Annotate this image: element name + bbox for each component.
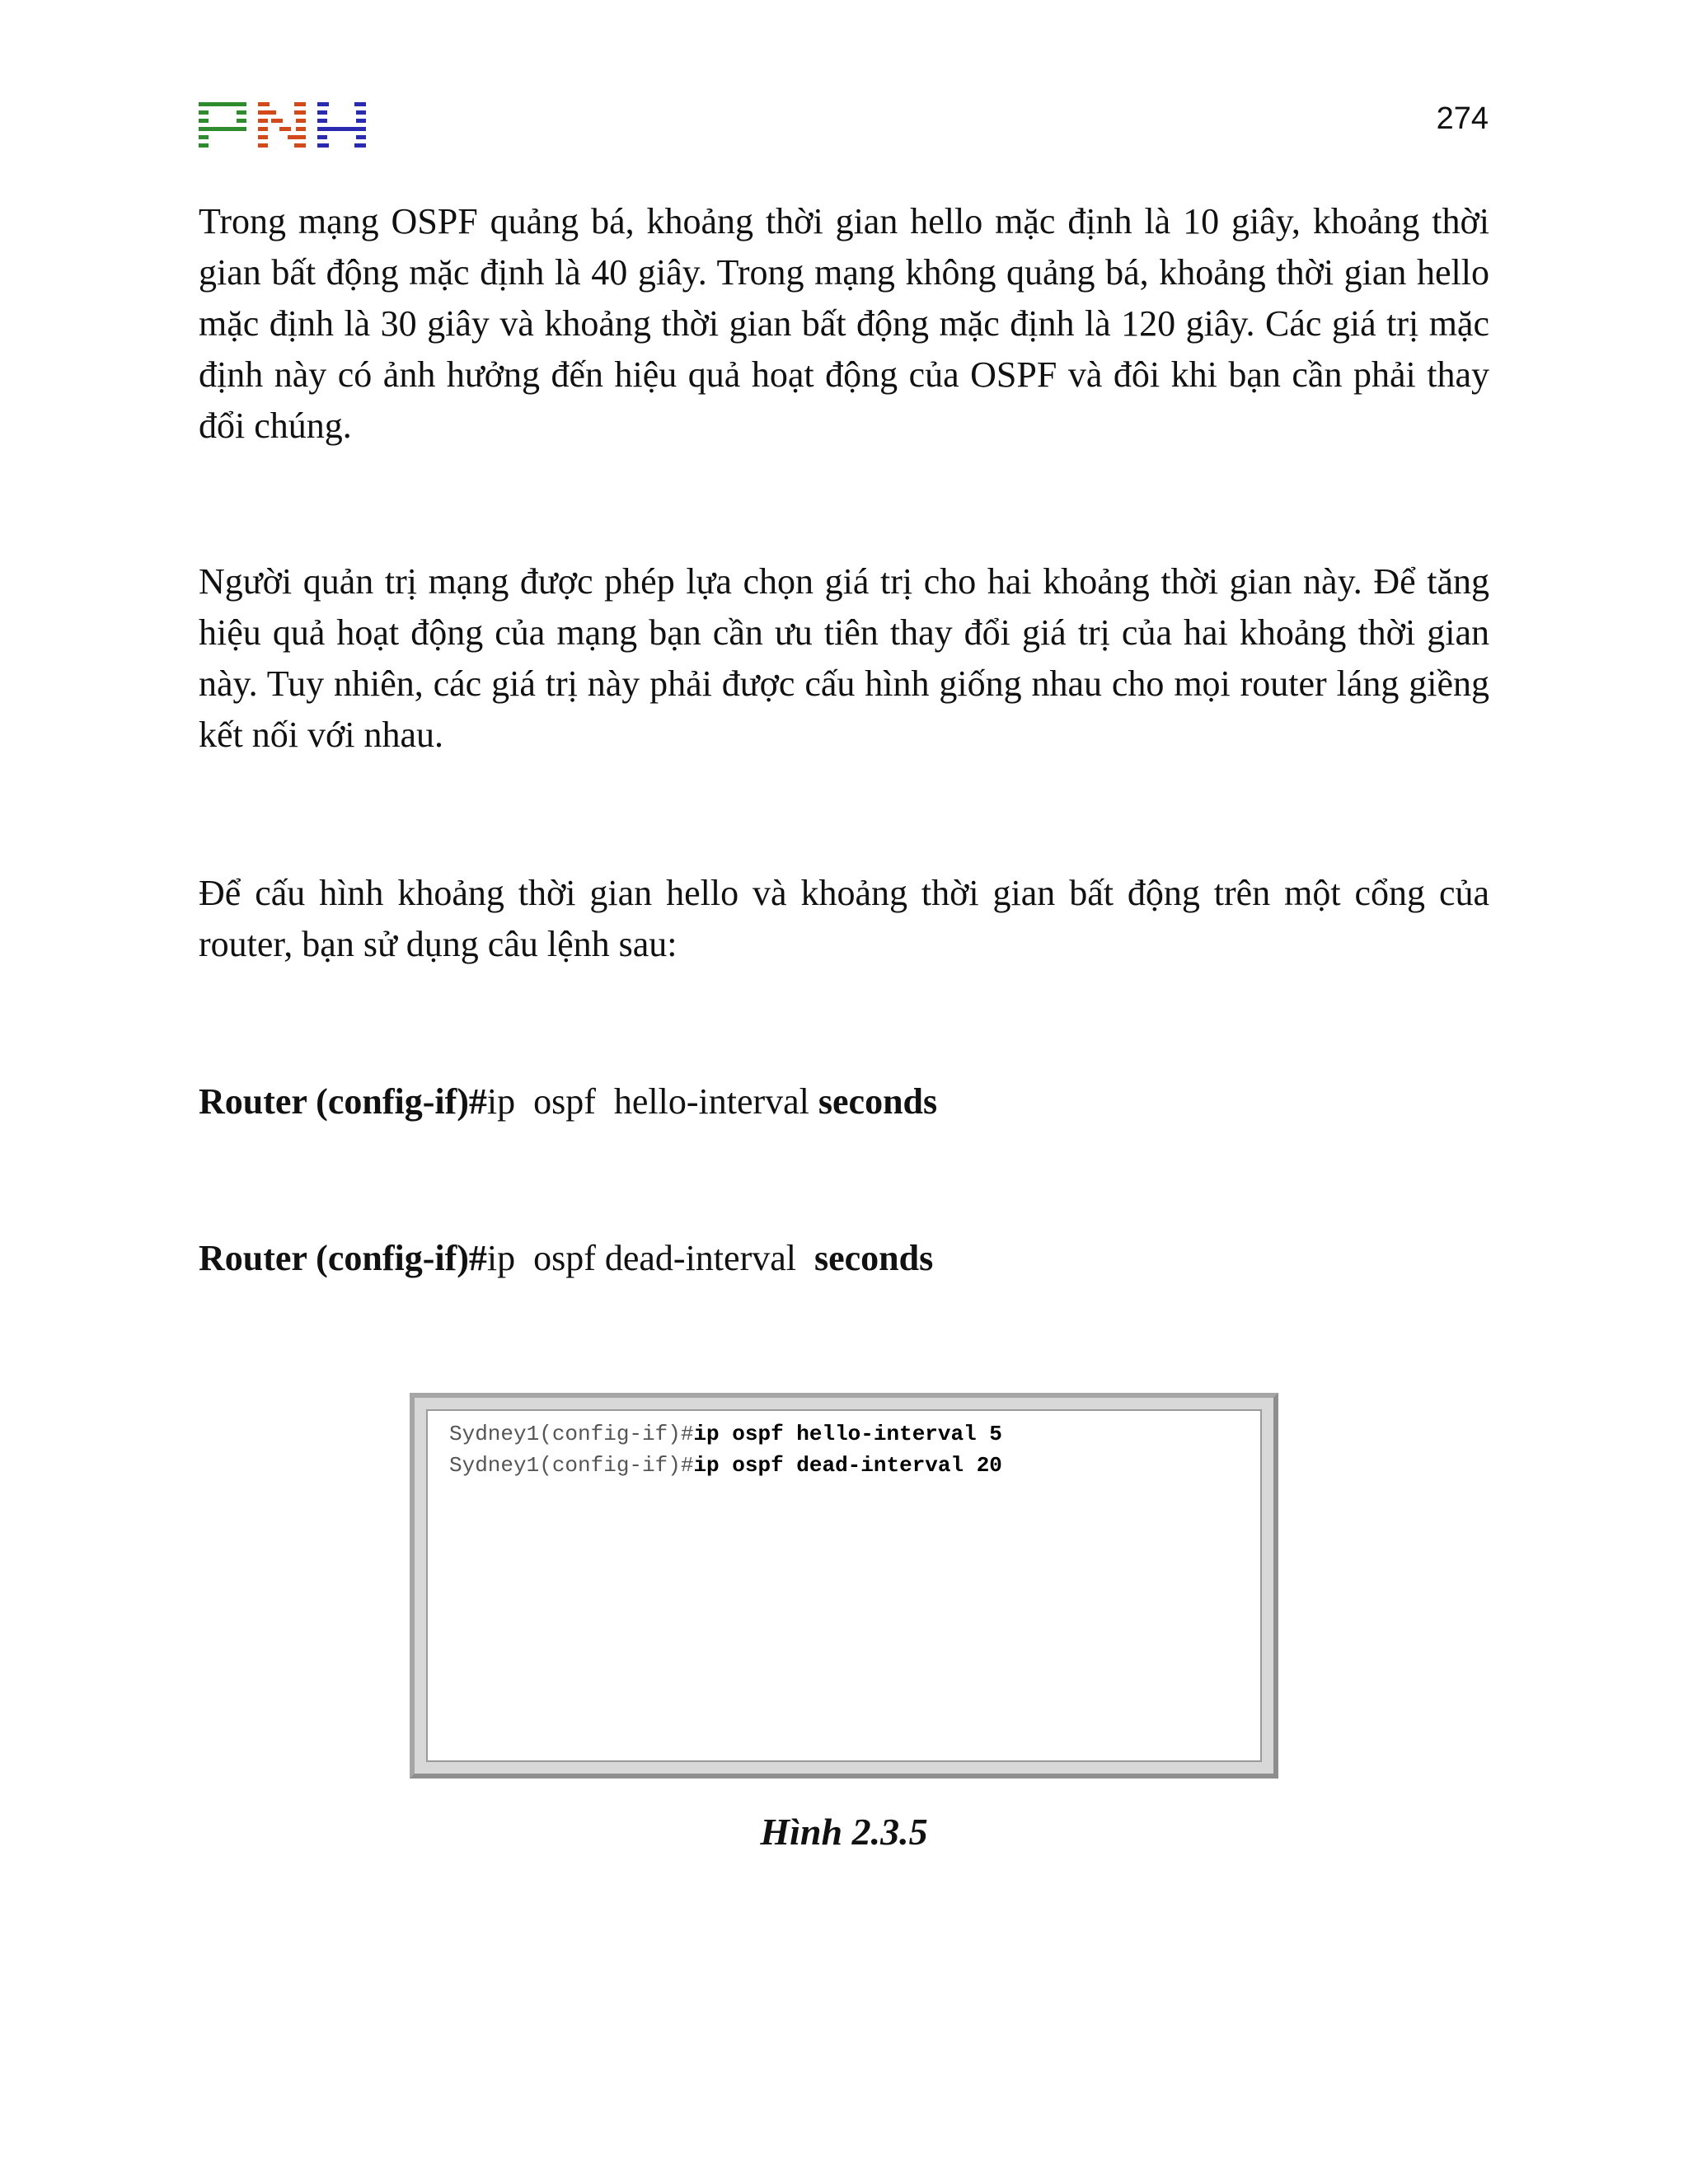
logo-stripe — [258, 119, 268, 123]
logo-stripe — [317, 119, 327, 123]
terminal-screen — [426, 1409, 1262, 1762]
logo-stripe — [354, 102, 366, 106]
logo-stripe — [317, 143, 329, 148]
logo-stripe — [296, 127, 306, 131]
logo-stripe — [199, 135, 209, 139]
logo-stripe — [279, 127, 291, 131]
logo-stripe — [237, 110, 246, 115]
command-argument: seconds — [818, 1081, 938, 1122]
logo-stripe — [356, 119, 366, 123]
paragraph-command-intro: Để cấu hình khoảng thời gian hello và khoảng thời gian bất động trên một cổng của router, bạn sử dụng câu lệnh sau: — [199, 873, 1489, 964]
logo-letter-p — [199, 102, 246, 148]
logo-stripe — [199, 110, 209, 115]
logo-stripe — [258, 143, 268, 148]
logo-stripe — [199, 102, 246, 106]
command-body: ip ospf dead-interval — [486, 1238, 814, 1278]
page-number: 274 — [1436, 101, 1489, 136]
command-body: ip ospf hello-interval — [486, 1081, 818, 1122]
logo-stripe — [317, 110, 327, 115]
logo-stripe — [317, 127, 366, 131]
logo-stripe — [288, 135, 306, 139]
terminal-figure — [410, 1393, 1278, 1779]
logo-stripe — [356, 135, 366, 139]
logo-stripe — [258, 135, 268, 139]
terminal-prompt: Sydney1(config-if)# — [449, 1453, 694, 1478]
terminal-prompt: Sydney1(config-if)# — [449, 1422, 694, 1446]
logo-stripe — [294, 143, 306, 148]
logo-stripe — [317, 102, 329, 106]
terminal-command: ip ospf hello-interval 5 — [693, 1422, 1002, 1446]
logo-stripe — [294, 110, 306, 115]
logo-stripe — [296, 119, 306, 123]
command-argument: seconds — [814, 1238, 934, 1278]
paragraph-admin-config: Người quản trị mạng được phép lựa chọn giá trị cho hai khoảng thời gian này. Để tăng hiệu quả hoạt động của mạng bạn cần ưu tiên thay đổi giá trị của hai khoảng thời gian này. Tuy nhiên, các giá trị này phải được cấu hình giống nhau cho mọi router láng giềng kết nối với nhau. — [199, 561, 1489, 755]
logo-stripe — [258, 102, 270, 106]
logo-letter-h — [317, 102, 366, 148]
pnh-logo — [199, 101, 366, 148]
logo-stripe — [258, 127, 268, 131]
logo-stripe — [237, 119, 246, 123]
logo-stripe — [294, 102, 306, 106]
logo-letter-n — [258, 102, 306, 148]
terminal-line — [449, 1451, 1002, 1480]
logo-stripe — [271, 119, 283, 123]
logo-stripe — [199, 127, 246, 131]
logo-stripe — [356, 110, 366, 115]
logo-stripe — [199, 119, 209, 123]
logo-stripe — [317, 135, 327, 139]
logo-stripe — [199, 143, 209, 148]
command-hello-interval — [199, 1079, 937, 1125]
command-prompt: Router (config-if)# — [199, 1238, 487, 1278]
terminal-line — [449, 1419, 1002, 1449]
terminal-command: ip ospf dead-interval 20 — [693, 1453, 1002, 1478]
logo-stripe — [258, 110, 276, 115]
command-prompt: Router (config-if)# — [199, 1081, 487, 1122]
command-dead-interval — [199, 1235, 933, 1282]
logo-stripe — [354, 143, 366, 148]
paragraph-default-intervals: Trong mạng OSPF quảng bá, khoảng thời gian hello mặc định là 10 giây, khoảng thời gian bất động mặc định là 40 giây. Trong mạng không quảng bá, khoảng thời gian hello mặc định là 30 giây và khoảng thời gian bất động mặc định là 120 giây. Các giá trị mặc định này có ảnh hưởng đến hiệu quả hoạt động của OSPF và đôi khi bạn cần phải thay đổi chúng. — [199, 201, 1489, 446]
figure-caption: Hình 2.3.5 — [760, 1811, 928, 1853]
